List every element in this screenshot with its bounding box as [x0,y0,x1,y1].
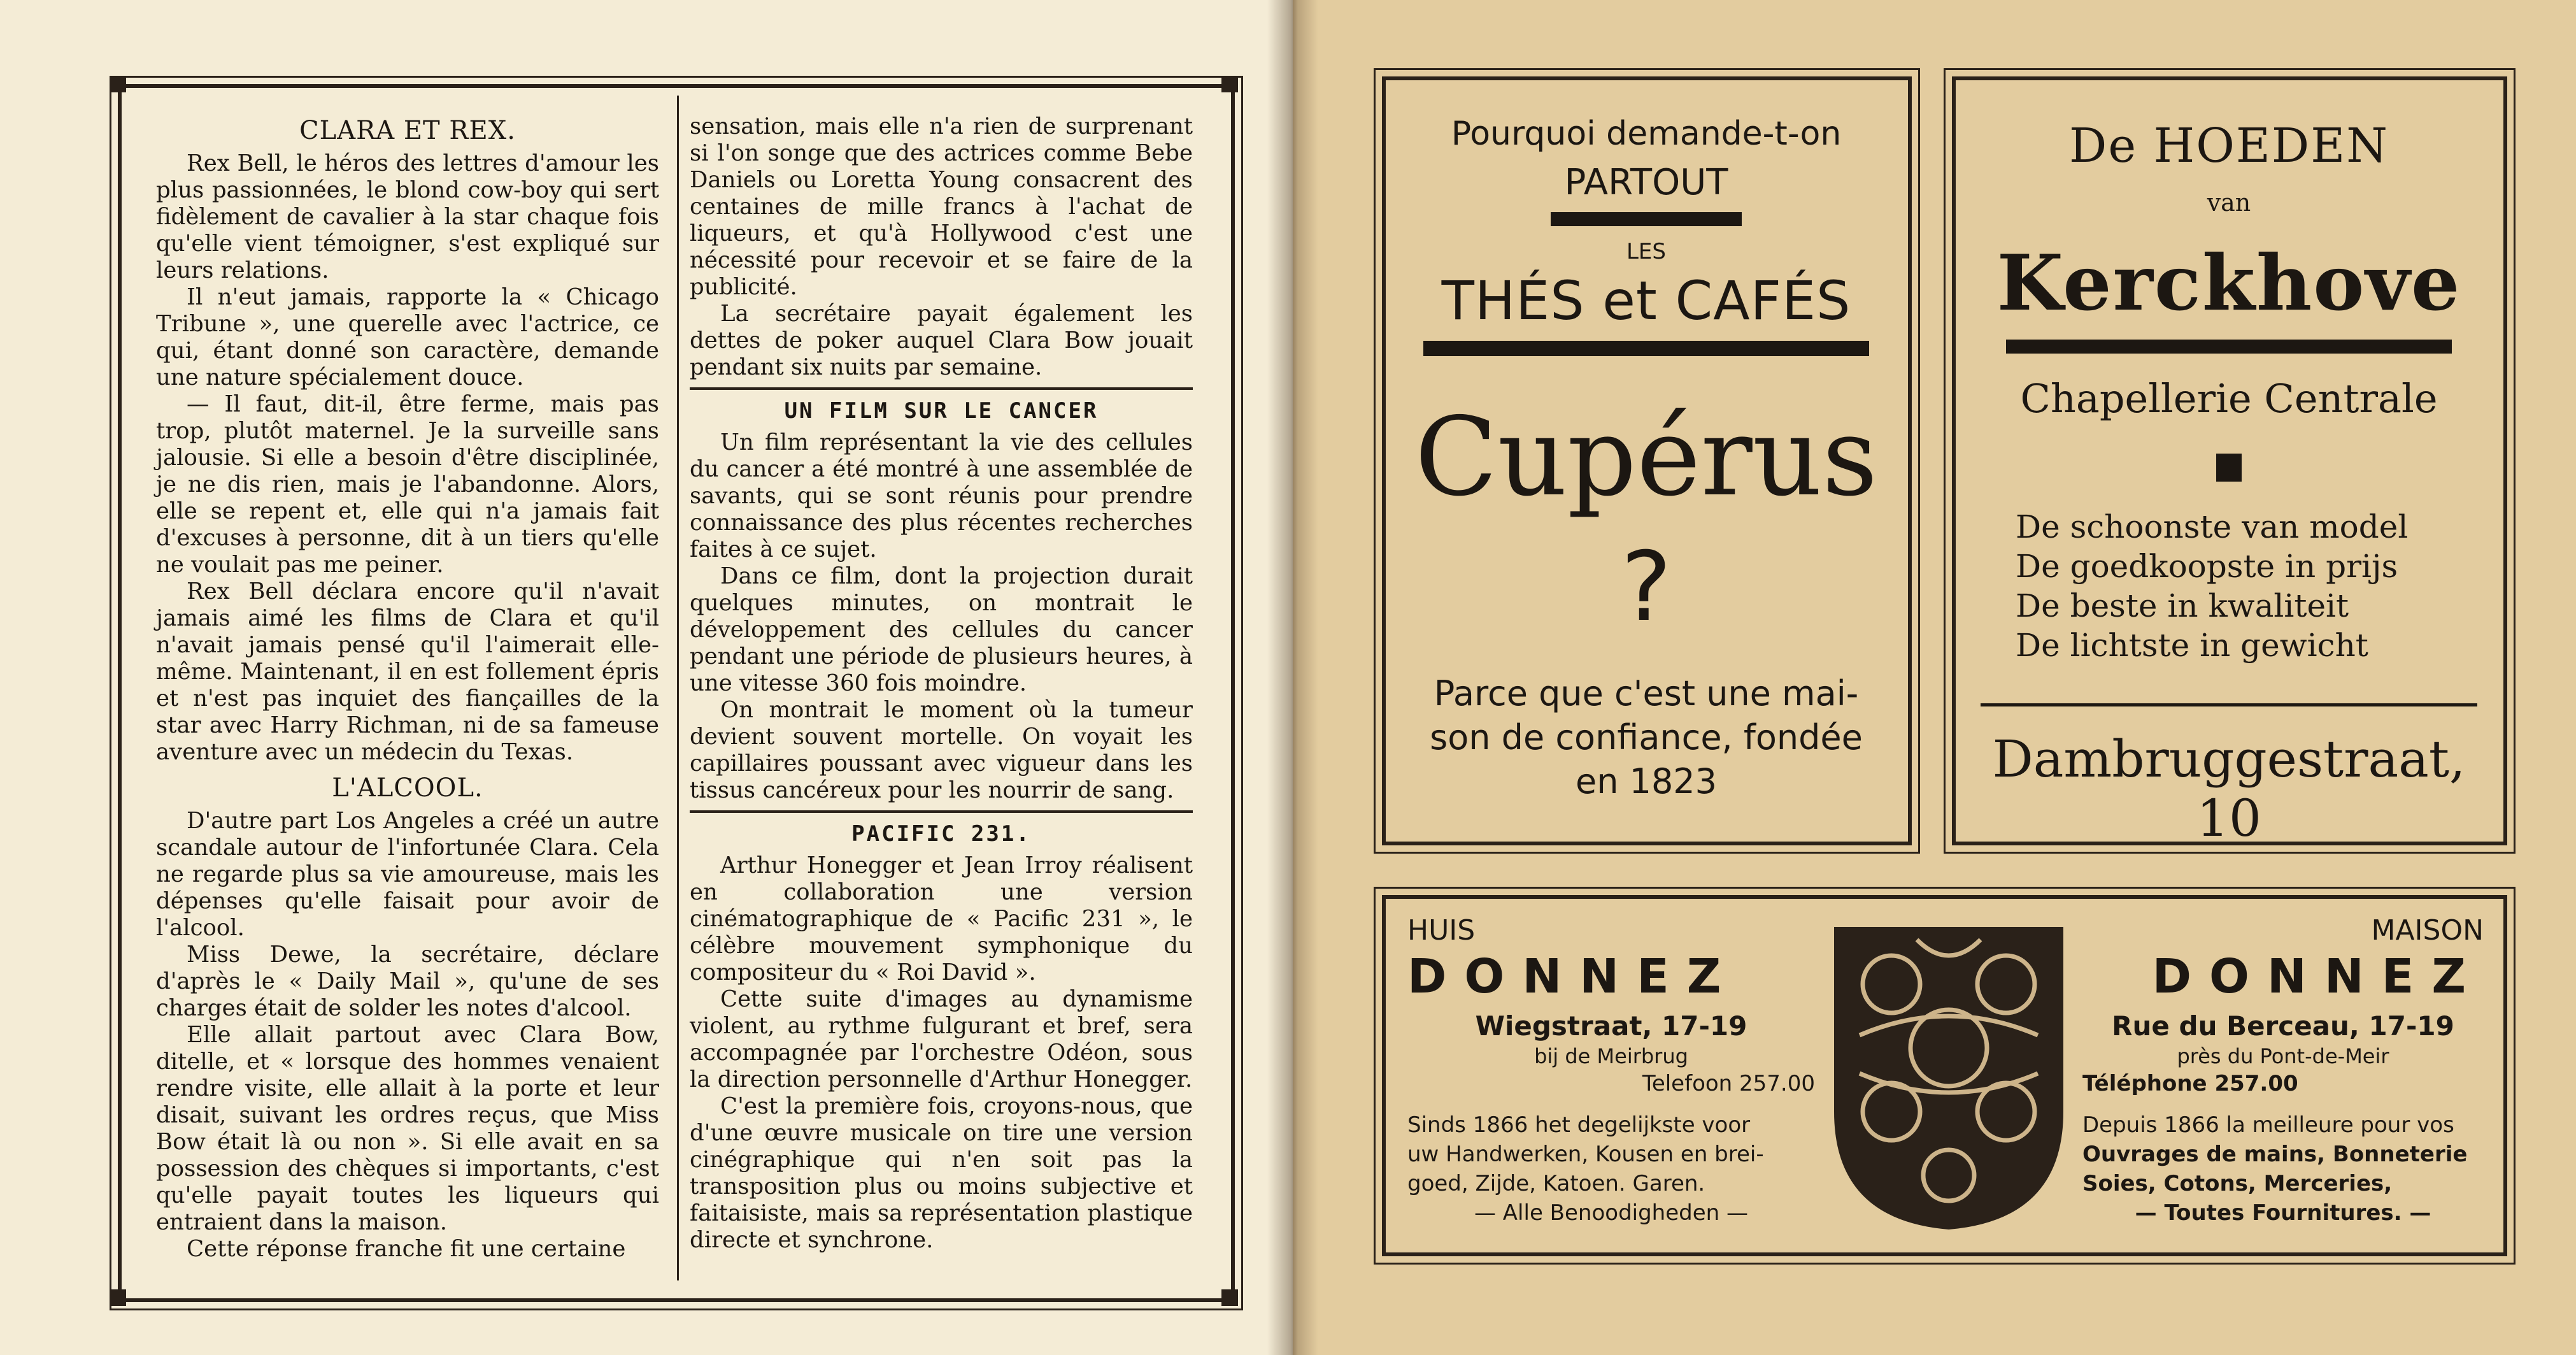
heading-film-cancer: UN FILM SUR LE CANCER [784,398,1099,424]
article-column-right [690,113,1193,1254]
donnez-phone-left: Telefoon 257.00 [1642,1071,1815,1096]
heading-alcool: L'ALCOOL. [332,773,483,803]
kerckhove-claim-2: De goedkoopste in prijs [2016,548,2398,585]
donnez-huis: HUIS [1407,914,1476,947]
cuperus-thes-cafes: THÉS et CAFÉS [1441,269,1851,332]
cuperus-bar-wide [1423,341,1869,356]
kerckhove-chapellerie: Chapellerie Centrale [2020,375,2438,422]
donnez-desc-right-1: Depuis 1866 la meilleure pour vos [2082,1112,2454,1138]
donnez-desc-right-3: Soies, Cotons, Merceries, [2082,1171,2393,1196]
paragraph: Miss Dewe, la secrétaire, déclare d'après le « Daily Mail », qu'une de ses charges était de solder les notes d'alcool. [156,942,659,1021]
kerckhove-hoeden: De HOEDEN [2069,118,2389,173]
donnez-street-right: Rue du Berceau, 17-19 [2112,1010,2454,1042]
cuperus-tagline-2: son de confiance, fondée [1430,717,1863,757]
book-gutter [1267,0,1318,1355]
kerckhove-bar [2006,340,2452,354]
cuperus-brand: Cupérus [1414,394,1878,520]
donnez-lace-image [1821,921,2076,1233]
cuperus-bar [1551,212,1742,226]
donnez-name-left: DONNEZ [1407,949,1739,1004]
paragraph: Rex Bell déclara encore qu'il n'avait jamais aimé les films de Clara et qu'il n'avait jamais pensé qu'il l'aimerait elle-même. Maintenant, il en est follement épris et n'est pas inquiet des fiançailles de la star avec Harry Richman, ni de sa fameuse aventure avec un médecin du Texas. [156,578,659,765]
article-column-left [156,113,659,1263]
cuperus-tagline-3: en 1823 [1575,761,1718,801]
paragraph: Rex Bell, le héros des lettres d'amour les plus passionnées, le blond cow-boy qui sert fidèlement de cavalier à la star chaque fois qu'elle vient témoigner, s'est expliqué sur leurs relations. [156,150,659,283]
paragraph: La secrétaire payait également les dettes de poker auquel Clara Bow jouait pendant six nuits par semaine. [690,301,1193,380]
kerckhove-claim-4: De lichtste in gewicht [2016,627,2368,664]
column-divider [677,96,679,1280]
cuperus-partout: PARTOUT [1564,162,1728,203]
paragraph: — Il faut, dit-il, être ferme, mais pas trop, plutôt maternel. Je la surveille sans jalousie. Si elle a besoin d'être disciplinée, je ne dis rien, mais je l'abandonne. Alors, elle se repent et, elle qui n'a jamais fait d'excuses à personne, dit à un tiers qu'elle ne voulait pas me peiner. [156,391,659,578]
hat-icon [2216,454,2242,482]
corner-ornament [110,1289,126,1306]
paragraph: D'autre part Los Angeles a créé un autre scandale autour de l'infortunée Clara. Cela ne regarde plus sa vie amoureuse, mais les dépenses qu'elle faisait pour avoir de l'alcool. [156,808,659,941]
heading-pacific-231: PACIFIC 231. [851,821,1031,847]
paragraph: sensation, mais elle n'a rien de surprenant si l'on songe que des actrices comme Bebe Daniels ou Loretta Young consacrent des centaines de mille francs à l'achat de liqueurs, et qu'à Hollywood c'est une nécessité pour recevoir et se faire de la publicité. [690,113,1193,300]
paragraph: Un film représentant la vie des cellules du cancer a été montré à une assemblée de savants, qui se sont réunis pour prendre connaissance des plus récentes recherches faites à ce sujet. [690,429,1193,563]
kerckhove-ad [1958,96,2500,848]
paragraph: On montrait le moment où la tumeur devient souvent mortelle. On voyait les capillaires poussant avec vigueur dans les tissus cancéreux pour les nourrir de sang. [690,697,1193,803]
kerckhove-van: van [2207,189,2251,217]
cuperus-tagline-1: Parce que c'est une mai- [1434,673,1859,713]
corner-ornament [110,76,126,92]
cuperus-ad [1388,96,1904,801]
cuperus-question-mark: ? [1621,532,1672,643]
donnez-desc-right-2: Ouvrages de mains, Bonneterie [2082,1142,2468,1167]
donnez-desc-left-3: goed, Zijde, Katoen. Garen. [1407,1171,1705,1196]
corner-ornament [1221,1289,1238,1306]
donnez-maison: MAISON [2371,914,2484,947]
paragraph: Dans ce film, dont la projection durait quelques minutes, on montrait le développement des cellules du cancer pendant une période de plusieurs heures, à une vitesse 360 fois moindre. [690,563,1193,696]
kerckhove-brand: Kerckhove [1996,238,2461,328]
donnez-desc-left-1: Sinds 1866 het degelijkste voor [1407,1112,1751,1138]
kerckhove-claim-3: De beste in kwaliteit [2016,587,2349,624]
paragraph: Cette réponse franche fit une certaine [187,1236,626,1262]
donnez-phone-right: Téléphone 257.00 [2082,1071,2298,1096]
kerckhove-address: Dambruggestraat, 10 [1992,729,2466,848]
donnez-name-right: DONNEZ [2152,949,2484,1004]
paragraph: Cette suite d'images au dynamisme violent, au rythme fulgurant et bref, sera accompagnée par l'orchestre Odéon, sous la direction personnelle d'Arthur Honegger. [690,986,1193,1093]
paragraph: C'est la première fois, croyons-nous, que d'une œuvre musicale on tire une version cinégraphique qui n'en soit pas la transposition plus ou moins subjective et faitaisiste, mais sa représentation plastique directe et synchrone. [690,1093,1193,1253]
donnez-ad-dutch [1407,914,1815,1228]
donnez-ad-french [2082,914,2484,1228]
donnez-desc-right [2082,1110,2484,1228]
cuperus-question-line: Pourquoi demande-t-on [1451,115,1842,153]
heading-clara-et-rex: CLARA ET REX. [299,116,516,145]
donnez-near-right: près du Pont-de-Meir [2177,1044,2389,1068]
corner-ornament [1221,76,1238,92]
lace-ornament-icon [1821,921,2076,1233]
kerckhove-claim-1: De schoonste van model [2016,508,2409,545]
cuperus-les: LES [1626,239,1666,264]
paragraph: Arthur Honegger et Jean Irroy réalisent en collaboration une version cinématographique de « Pacific 231 », le célèbre mouvement symphonique du compositeur du « Roi David ». [690,852,1193,986]
donnez-desc-left [1407,1110,1815,1228]
donnez-near-left: bij de Meirbrug [1534,1044,1688,1068]
paragraph: Elle allait partout avec Clara Bow, ditelle, et « lorsque des hommes venaient rendre visite, elle allait à la porte et leur disait, suivant les ordres reçus, que Miss Bow était là ou non ». Si elle avait en sa possession des chèques si importants, c'est qu'elle payait toutes les liqueurs qui entraient dans la maison. [156,1022,659,1235]
donnez-desc-left-4: — Alle Benoodigheden — [1474,1200,1748,1226]
paragraph: Il n'eut jamais, rapporte la « Chicago Tribune », une querelle avec l'actrice, ce qui, étant donné son caractère, demande une nature spécialement douce. [156,284,659,391]
donnez-desc-right-4: — Toutes Fournitures. — [2135,1200,2431,1226]
kerckhove-rule [1981,703,2477,706]
donnez-street-left: Wiegstraat, 17-19 [1475,1010,1747,1042]
section-rule [690,387,1193,390]
donnez-desc-left-2: uw Handwerken, Kousen en brei- [1407,1142,1764,1167]
section-rule [690,810,1193,813]
kerckhove-claims [1958,507,2500,665]
